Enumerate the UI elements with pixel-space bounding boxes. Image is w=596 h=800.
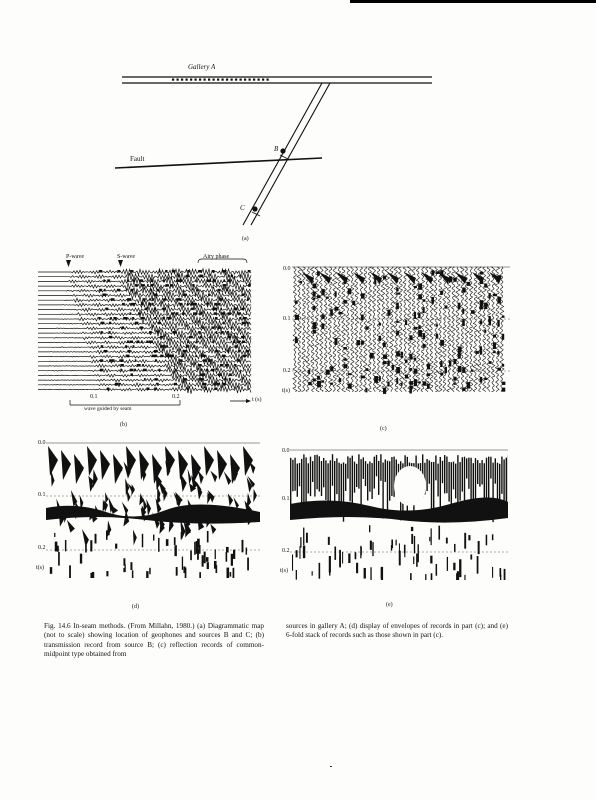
panel-c-tick-low: 0.2 (283, 368, 291, 374)
source-b-label: B (274, 145, 279, 153)
source-c-marker (252, 206, 257, 211)
panel-b-t-unit: t (s) (252, 397, 262, 403)
s-wave-label: S-wave (117, 254, 135, 260)
figure-caption-right: sources in gallery A; (d) display of envelopes of records in part (c); and (e) 6-fold stack of records such as those shown in part (c). (286, 622, 508, 640)
panel-d-envelopes (46, 440, 260, 578)
panel-b-record (38, 258, 266, 400)
airy-phase-label: Airy phase (203, 254, 230, 260)
panel-c-record (292, 264, 510, 396)
panel-d-tick-low: 0.2 (38, 545, 46, 551)
panel-b-sublabel: (b) (120, 422, 127, 428)
panel-e-stack (290, 446, 508, 580)
panel-d-tick-mid: 0.1 (38, 492, 46, 498)
panel-c-tick-bottom: t(s) (282, 388, 290, 394)
source-c-label: C (240, 204, 245, 212)
panel-e-tick-top: 0.0 (282, 448, 290, 454)
fault-label: Fault (130, 155, 145, 163)
gallery-a-label: Gallery A (188, 63, 216, 71)
panel-b-t-end: 0.2 (172, 394, 180, 400)
panel-e-tick-mid: 0.1 (282, 496, 290, 502)
panel-a-sublabel: (a) (242, 236, 249, 242)
page-speck (330, 766, 332, 767)
panel-e-tick-low: 0.2 (282, 548, 290, 554)
source-b-marker (280, 148, 285, 153)
page-top-border (350, 0, 596, 3)
panel-b-t-start: 0.1 (90, 394, 98, 400)
panel-c-tick-top: 0.0 (283, 266, 291, 272)
panel-c-tick-mid: 0.1 (283, 316, 291, 322)
p-wave-label: P-wave (66, 254, 84, 260)
panel-c-sublabel: (c) (380, 426, 387, 432)
panel-d-tick-top: 0.0 (38, 440, 46, 446)
panel-e-tick-bottom: t(s) (280, 568, 288, 574)
panel-d-tick-bottom: t(s) (36, 565, 44, 571)
figure-caption-left: Fig. 14.6 In-seam methods. (From Millahn, 1980.) (a) Diagrammatic map (not to scale) showing location of geophones and sources B and C; (b) transmission record from source B; (c) reflection records of common-midpoint type obtained from (44, 622, 264, 659)
seam-bracket-label: wave guided by seam (84, 406, 132, 412)
panel-e-sublabel: (e) (386, 602, 393, 608)
panel-d-sublabel: (d) (132, 604, 139, 610)
